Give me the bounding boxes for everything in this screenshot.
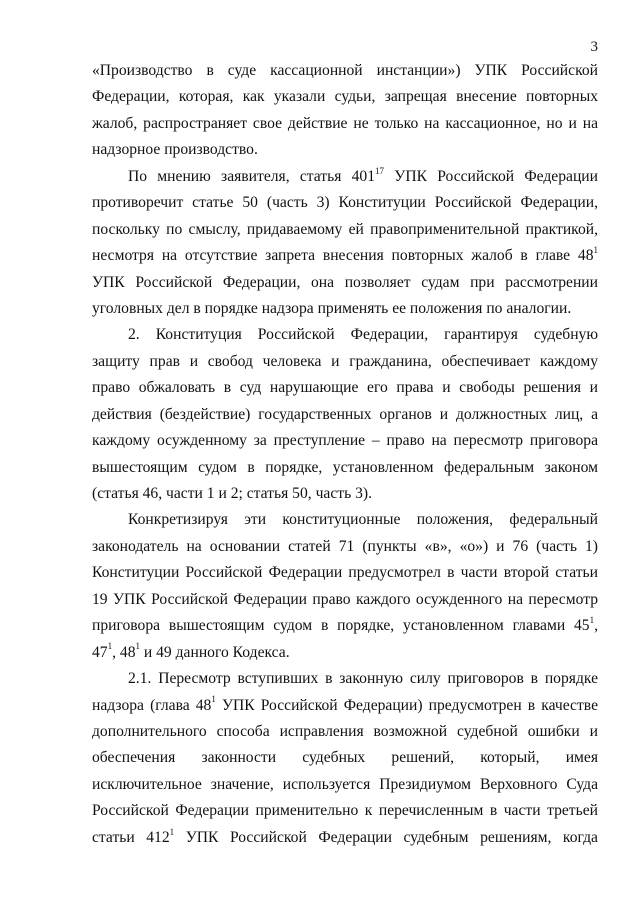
text-line — [92, 825, 598, 851]
text-line — [92, 217, 598, 243]
superscript: 1 — [211, 694, 216, 705]
text-line — [92, 613, 598, 639]
text-segment: каждому осужденному за преступление – право на пересмотр приговора — [92, 432, 598, 450]
text-segment: законодатель на основании статей 71 (пункты «в», «о») и 76 (часть 1) — [92, 537, 598, 555]
text-segment: поскольку по смыслу, придаваемому ей правоприменительной практикой, — [92, 220, 598, 238]
text-segment: надзорное производство. — [92, 141, 258, 159]
text-line — [92, 772, 598, 798]
text-line — [92, 296, 598, 322]
page-number: 3 — [590, 39, 598, 55]
text-segment: защиту прав и свобод человека и гражданина, обеспечивает каждому — [92, 352, 598, 370]
text-segment: УПК Российской Федерации судебным решениям, когда — [174, 828, 598, 846]
text-line — [92, 243, 598, 269]
text-line — [92, 534, 598, 560]
text-segment: 19 УПК Российской Федерации право каждого осужденного на пересмотр — [92, 590, 598, 608]
text-segment: Федерации, которая, как указали судьи, запрещая внесение повторных — [92, 88, 598, 106]
text-segment: жалоб, распространяет свое действие не только на кассационное, но и на — [92, 114, 598, 132]
text-segment: дополнительного способа исправления возможной судебной ошибки и — [92, 722, 598, 740]
text-line — [92, 402, 598, 428]
text-segment: 47 — [92, 643, 108, 661]
text-segment: (статья 46, части 1 и 2; статья 50, часть 3). — [92, 485, 372, 502]
text-line — [92, 270, 598, 296]
text-segment: По мнению заявителя, статья 401 — [128, 167, 376, 185]
text-line — [92, 798, 598, 824]
text-line — [92, 455, 598, 481]
text-segment: , — [594, 617, 598, 635]
text-segment: надзора (глава 48 — [92, 696, 212, 714]
text-line — [92, 164, 598, 190]
text-segment: обеспечения законности судебных решений, который, имея — [92, 749, 598, 767]
text-line — [92, 640, 598, 666]
text-segment: приговора вышестоящим судом в порядке, установленном главами 45 — [92, 617, 590, 635]
text-line — [92, 111, 598, 137]
text-segment: право обжаловать в суд нарушающие его права и свободы решения и — [92, 379, 598, 397]
text-segment: УПК Российской Федерации, она позволяет судам при рассмотрении — [92, 273, 598, 291]
text-line — [92, 190, 598, 216]
text-segment: исключительное значение, используется Президиумом Верховного Суда — [92, 775, 598, 793]
text-line — [92, 587, 598, 613]
superscript: 1 — [589, 615, 595, 625]
text-line — [92, 666, 598, 692]
text-segment: Российской Федерации применительно к перечисленным в части третьей — [92, 802, 598, 820]
text-segment: и 49 данного Кодекса. — [139, 643, 290, 661]
text-segment: несмотря на отсутствие запрета внесения повторных жалоб в главе 48 — [92, 247, 594, 265]
text-segment: УПК Российской Федерации) предусмотрен в качестве — [215, 696, 598, 714]
text-segment: противоречит статье 50 (часть 3) Конституции Российской Федерации, — [92, 194, 598, 212]
text-line — [92, 560, 598, 586]
text-segment: Конкретизируя эти конституционные положения, федеральный — [128, 511, 598, 529]
text-line — [92, 349, 598, 375]
superscript: 1 — [169, 826, 175, 837]
text-line — [92, 693, 598, 719]
text-line — [92, 745, 598, 771]
superscript: 1 — [107, 641, 113, 652]
superscript: 17 — [375, 165, 385, 176]
text-line — [92, 507, 598, 533]
text-line — [92, 322, 598, 348]
text-segment: 2.1. Пересмотр вступивших в законную силу приговоров в порядке — [128, 670, 598, 688]
text-line — [92, 375, 598, 401]
text-segment: «Производство в суде кассационной инстанции») УПК Российской — [92, 62, 598, 79]
text-segment: действия (бездействие) государственных органов и должностных лиц, а — [92, 405, 598, 423]
text-segment: , 48 — [112, 643, 136, 661]
text-segment: УПК Российской Федерации — [384, 167, 598, 185]
text-line — [92, 58, 598, 84]
text-line — [92, 481, 598, 507]
text-segment: 2. Конституция Российской Федерации, гарантируя судебную — [128, 326, 598, 344]
body-text — [92, 58, 598, 851]
text-line — [92, 137, 598, 163]
text-line — [92, 719, 598, 745]
text-line — [92, 428, 598, 454]
superscript: 1 — [135, 641, 140, 652]
text-segment: вышестоящим судом в порядке, установленном федеральным законом — [92, 458, 598, 476]
superscript: 1 — [593, 244, 598, 255]
text-segment: статьи 412 — [92, 828, 170, 846]
text-segment: Конституции Российской Федерации предусмотрел в части второй статьи — [92, 564, 598, 582]
text-line — [92, 84, 598, 110]
text-segment: уголовных дел в порядке надзора применять ее положения по аналогии. — [92, 299, 572, 317]
